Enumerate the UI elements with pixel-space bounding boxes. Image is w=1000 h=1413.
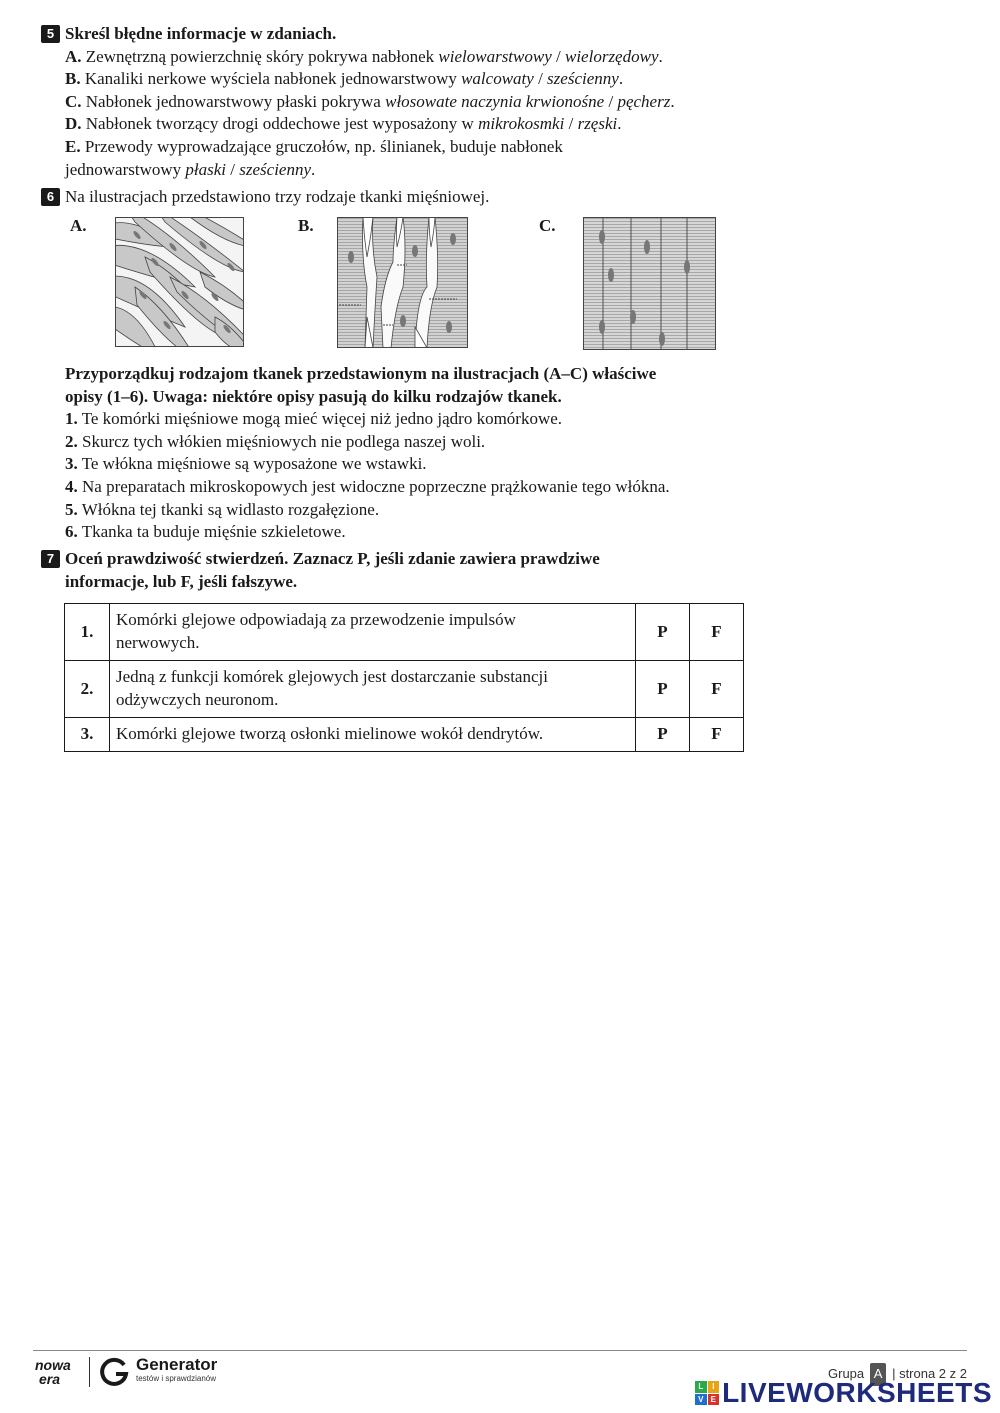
false-option[interactable]: F: [690, 718, 744, 752]
task-6-intro: Na ilustracjach przedstawiono trzy rodzaje tkanki mięśniowej.: [65, 187, 490, 206]
true-option[interactable]: P: [636, 661, 690, 718]
task-5-item-b: B. Kanaliki nerkowe wyściela nabłonek jednowarstwowy walcowaty / sześcienny.: [65, 69, 624, 89]
statement-text: Komórki glejowe odpowiadają za przewodzenie impulsów nerwowych.: [110, 604, 636, 661]
liveworksheets-icon: L I V E: [695, 1381, 719, 1405]
task-5-item-e-cont: jednowarstwowy płaski / sześcienny.: [65, 159, 316, 179]
figure-label-b: B.: [298, 216, 314, 235]
smooth-muscle-illustration: [115, 217, 244, 347]
option-choice[interactable]: wielowarstwowy: [438, 46, 552, 66]
task-5-header: [41, 23, 761, 46]
option-choice[interactable]: sześcienny: [239, 159, 312, 179]
group-badge: A: [870, 1363, 887, 1386]
svg-text:era: era: [39, 1371, 61, 1387]
option-choice[interactable]: pęcherz: [617, 91, 671, 111]
task-7-title-line1: Oceń prawdziwość stwierdzeń. Zaznacz P, jeśli zdanie zawiera prawdziwe: [65, 549, 600, 568]
liveworksheets-watermark: L I V E LIVEWORKSHEETS: [695, 1377, 992, 1409]
description-item: 4. Na preparatach mikroskopowych jest widoczne poprzeczne prążkowanie tego włókna.: [65, 476, 670, 496]
nowa-era-logo: [33, 1356, 83, 1390]
option-choice[interactable]: włosowate naczynia krwionośne: [385, 91, 605, 111]
description-item: 6. Tkanka ta buduje mięśnie szkieletowe.: [65, 522, 346, 542]
task-5-item-c: C. Nabłonek jednowarstwowy płaski pokrywa włosowate naczynia krwionośne / pęcherz.: [65, 91, 675, 111]
description-item: 3. Te włókna mięśniowe są wyposażone we wstawki.: [65, 454, 427, 474]
option-choice[interactable]: mikrokosmki: [478, 114, 565, 134]
task-6-header: [41, 186, 761, 209]
figure-label-c: C.: [539, 216, 556, 235]
table-row: [65, 718, 744, 752]
cardiac-muscle-illustration: [337, 217, 468, 348]
task-number-badge: 5: [41, 25, 60, 43]
option-choice[interactable]: wielorzędowy: [565, 46, 659, 66]
table-row: [65, 604, 744, 661]
task-5-item-d: D. Nabłonek tworzący drogi oddechowe jest wyposażony w mikrokosmki / rzęski.: [65, 114, 622, 134]
page-info: Grupa A | strona 2 z 2: [828, 1363, 967, 1386]
task-5-item-a: A. Zewnętrzną powierzchnię skóry pokrywa nabłonek wielowarstwowy / wielorzędowy.: [65, 46, 663, 66]
true-option[interactable]: P: [636, 718, 690, 752]
logo-separator: [89, 1357, 90, 1387]
option-choice[interactable]: walcowaty: [461, 69, 534, 89]
false-option[interactable]: F: [690, 661, 744, 718]
true-false-table: [64, 603, 744, 752]
task-5-title: Skreśl błędne informacje w zdaniach.: [65, 24, 337, 43]
false-option[interactable]: F: [690, 604, 744, 661]
row-number: 1.: [65, 604, 110, 661]
row-number: 2.: [65, 661, 110, 718]
svg-text:nowa: nowa: [35, 1357, 71, 1373]
task-5-item-e: E. Przewody wyprowadzające gruczołów, np. ślinianek, buduje nabłonek: [65, 136, 563, 156]
skeletal-muscle-illustration: [583, 217, 716, 350]
task-6-instruction-line1: Przyporządkuj rodzajom tkanek przedstawionym na ilustracjach (A–C) właściwe: [65, 364, 657, 383]
task-6-body: [41, 363, 761, 544]
row-number: 3.: [65, 718, 110, 752]
task-6-instruction-line2: opisy (1–6). Uwaga: niektóre opisy pasują do kilku rodzajów tkanek.: [65, 386, 562, 406]
option-choice[interactable]: sześcienny: [547, 69, 619, 89]
footer-divider: [33, 1350, 967, 1351]
generator-g-icon: [100, 1357, 130, 1387]
description-item: 1. Te komórki mięśniowe mogą mieć więcej niż jedno jądro komórkowe.: [65, 409, 563, 429]
option-choice[interactable]: rzęski: [577, 114, 618, 134]
task-5: [41, 23, 761, 181]
task-number-badge: 6: [41, 188, 60, 206]
statement-text: Komórki glejowe tworzą osłonki mielinowe wokół dendrytów.: [110, 718, 636, 752]
generator-subtitle: testów i sprawdzianów: [136, 1374, 217, 1383]
task-7-title-line2: informacje, lub F, jeśli fałszywe.: [65, 571, 298, 591]
statement-text: Jedną z funkcji komórek glejowych jest dostarczanie substancji odżywczych neuronom.: [110, 661, 636, 718]
generator-name: Generator: [136, 1355, 218, 1374]
description-item: 5. Włókna tej tkanki są widlasto rozgałęzione.: [65, 499, 380, 519]
table-row: [65, 661, 744, 718]
true-option[interactable]: P: [636, 604, 690, 661]
task-7-header: [41, 548, 761, 593]
option-choice[interactable]: płaski: [185, 159, 227, 179]
description-item: 2. Skurcz tych włókien mięśniowych nie podlega naszej woli.: [65, 431, 486, 451]
task-number-badge: 7: [41, 550, 60, 568]
figure-label-a: A.: [70, 216, 87, 235]
